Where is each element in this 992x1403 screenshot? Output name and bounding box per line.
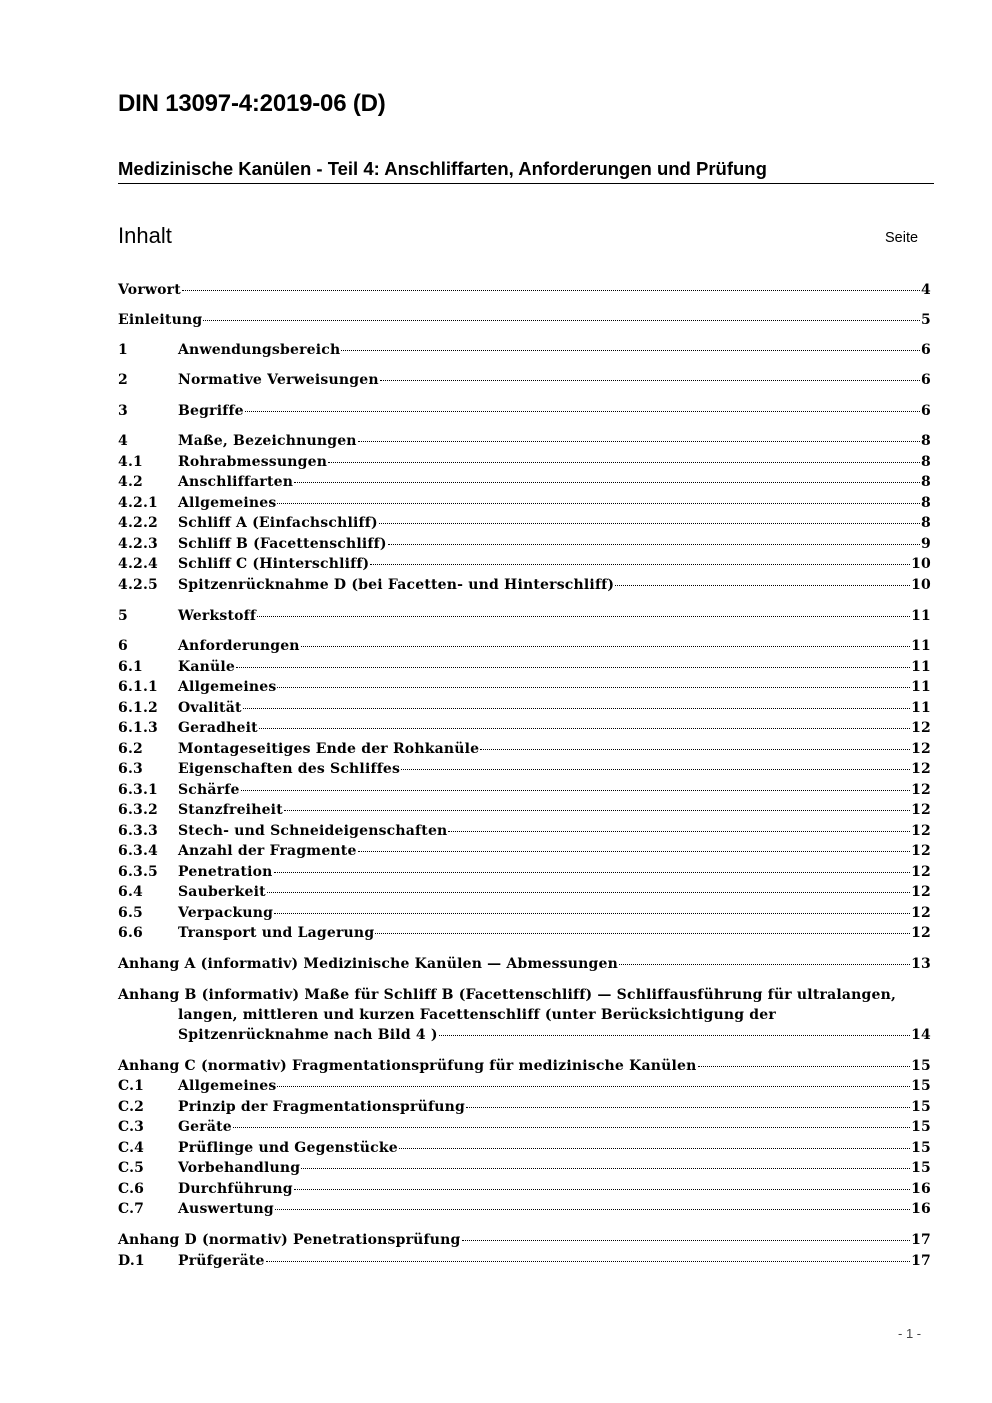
toc-entry-page: 11	[911, 700, 931, 716]
toc-entry[interactable]	[118, 903, 931, 923]
toc-entry-page: 8	[921, 495, 931, 511]
toc-entry-title: Anschliffarten	[178, 474, 294, 490]
toc-entry[interactable]	[118, 1097, 931, 1117]
page-number: - 1 -	[898, 1326, 922, 1341]
toc-entry-number: 4.2.4	[118, 556, 158, 572]
dot-leader	[380, 379, 920, 381]
dot-leader	[259, 727, 910, 729]
toc-entry-number: C.7	[118, 1201, 145, 1217]
dot-leader	[341, 349, 920, 351]
toc-entry-page: 17	[911, 1232, 931, 1248]
toc-entry-page: 6	[921, 342, 931, 358]
toc-entry-title: Anhang C (normativ) Fragmentationsprüfung für medizinische Kanülen	[118, 1058, 697, 1074]
toc-entry[interactable]	[118, 954, 931, 974]
toc-entry[interactable]	[118, 340, 931, 360]
dot-leader	[182, 289, 920, 291]
toc-entry-page: 8	[921, 515, 931, 531]
toc-entry-title: Allgemeines	[178, 1078, 277, 1094]
toc-entry-number: 6.3.1	[118, 782, 158, 798]
toc-entry-number: 6.6	[118, 925, 143, 941]
toc-entry-page: 15	[911, 1078, 931, 1094]
toc-entry-title: Maße, Bezeichnungen	[178, 433, 357, 449]
toc-entry-title: Ovalität	[178, 700, 242, 716]
toc-entry-page: 8	[921, 433, 931, 449]
toc-entry[interactable]	[118, 739, 931, 759]
toc-page-column-label: Seite	[885, 230, 919, 246]
dot-leader	[401, 768, 910, 770]
toc-entry-page: 12	[911, 720, 931, 736]
toc-entry-number: C.2	[118, 1099, 145, 1115]
toc-entry-page: 16	[911, 1181, 931, 1197]
dot-leader	[698, 1065, 911, 1067]
toc-entry-title: Prüfgeräte	[178, 1253, 265, 1269]
toc-entry-number: C.5	[118, 1160, 145, 1176]
toc-entry-number: 6.5	[118, 905, 143, 921]
toc-entry-title: Anforderungen	[178, 638, 300, 654]
toc-entry[interactable]	[118, 1056, 931, 1076]
toc-entry-title: Begriffe	[178, 403, 244, 419]
toc-entry-title: Schärfe	[178, 782, 240, 798]
toc-entry-number: 6.1.2	[118, 700, 158, 716]
toc-entry[interactable]	[118, 1179, 931, 1199]
toc-entry-number: 4.1	[118, 454, 143, 470]
toc-entry[interactable]	[118, 493, 931, 513]
toc-entry-page: 10	[911, 556, 931, 572]
toc-entry-number: C.6	[118, 1181, 145, 1197]
toc-entry[interactable]	[118, 534, 931, 554]
dot-leader	[266, 1260, 910, 1262]
toc-entry-title: Allgemeines	[178, 679, 277, 695]
toc-entry[interactable]	[118, 882, 931, 902]
toc-entry-title: Allgemeines	[178, 495, 277, 511]
toc-entry-title: Penetration	[178, 864, 273, 880]
toc-entry-page: 6	[921, 403, 931, 419]
toc-entry-title: Anhang D (normativ) Penetrationsprüfung	[118, 1232, 461, 1248]
dot-leader	[619, 963, 910, 965]
toc-entry-page: 9	[921, 536, 931, 552]
dot-leader	[301, 645, 910, 647]
toc-entry-page: 15	[911, 1160, 931, 1176]
toc-entry-number: 6.3.2	[118, 802, 158, 818]
toc-entry-page: 8	[921, 454, 931, 470]
toc-entry-number: 3	[118, 403, 128, 419]
toc-entry-page: 12	[911, 823, 931, 839]
dot-leader	[203, 319, 920, 321]
dot-leader	[448, 830, 910, 832]
dot-leader	[615, 584, 910, 586]
toc-entry-title: Durchführung	[178, 1181, 293, 1197]
toc-entry-title: Anwendungsbereich	[178, 342, 341, 358]
toc-entry-title: Anzahl der Fragmente	[178, 843, 357, 859]
toc-entry-title: Anhang A (informativ) Medizinische Kanülen — Abmessungen	[118, 956, 618, 972]
toc-entry-title: Eigenschaften des Schliffes	[178, 761, 401, 777]
toc-entry-number: 6.4	[118, 884, 143, 900]
toc-entry-title: Stanzfreiheit	[178, 802, 283, 818]
toc-entry-page: 12	[911, 905, 931, 921]
dot-leader	[233, 1126, 910, 1128]
toc-entry-page: 15	[911, 1119, 931, 1135]
toc-entry-page: 8	[921, 474, 931, 490]
toc-entry-title: Kanüle	[178, 659, 236, 675]
toc-entry-number: D.1	[118, 1253, 145, 1269]
toc-entry-title: Rohrabmessungen	[178, 454, 328, 470]
toc-entry[interactable]	[118, 923, 931, 943]
toc-entry-title: Transport und Lagerung	[178, 925, 375, 941]
toc-heading: Inhalt	[118, 223, 172, 248]
toc-entry-number: 4.2.3	[118, 536, 158, 552]
toc-entry-number: C.1	[118, 1078, 145, 1094]
toc-entry[interactable]	[118, 677, 931, 697]
dot-leader	[243, 707, 910, 709]
toc-entry[interactable]	[118, 401, 931, 421]
document-id: DIN 13097-4:2019-06 (D)	[118, 90, 386, 117]
toc-entry-title: Prinzip der Fragmentationsprüfung	[178, 1099, 465, 1115]
toc-entry-title: Auswertung	[178, 1201, 274, 1217]
toc-entry-title: Schliff A (Einfachschliff)	[178, 515, 378, 531]
toc-entry-title: Spitzenrücknahme D (bei Facetten- und Hinterschliff)	[178, 577, 615, 593]
dot-leader	[257, 615, 910, 617]
toc-entry-page: 13	[911, 956, 931, 972]
toc-entry[interactable]	[118, 718, 931, 738]
toc-entry-page: 15	[911, 1058, 931, 1074]
toc-entry-title: Geräte	[178, 1119, 232, 1135]
toc-entry-title: Schliff C (Hinterschliff)	[178, 556, 370, 572]
toc-entry-number: 6.3	[118, 761, 143, 777]
toc-entry-number: 5	[118, 608, 128, 624]
toc-entry[interactable]	[118, 310, 931, 330]
toc-entry[interactable]	[118, 862, 931, 882]
toc-entry[interactable]	[118, 841, 931, 861]
toc-entry[interactable]	[118, 698, 931, 718]
toc-entry-number: 4.2.1	[118, 495, 158, 511]
toc-entry-page: 12	[911, 802, 931, 818]
dot-leader	[294, 481, 920, 483]
toc-entry-title: Verpackung	[178, 905, 274, 921]
toc-entry[interactable]	[118, 1158, 931, 1178]
toc-entry-number: 4	[118, 433, 128, 449]
toc-entry-title: Einleitung	[118, 312, 203, 328]
dot-leader	[274, 912, 910, 914]
toc-entry[interactable]	[118, 1117, 931, 1137]
toc-entry[interactable]	[118, 1199, 931, 1219]
dot-leader	[358, 850, 911, 852]
toc-entry-title: Schliff B (Facettenschliff)	[178, 536, 387, 552]
toc-entry[interactable]	[118, 472, 931, 492]
toc-entry[interactable]	[118, 1138, 931, 1158]
toc-entry-number: 6.2	[118, 741, 143, 757]
toc-entry-last-line	[178, 1025, 931, 1045]
dot-leader	[480, 748, 910, 750]
toc-entry[interactable]	[118, 759, 931, 779]
dot-leader	[274, 871, 911, 873]
toc-entry-title: Prüflinge und Gegenstücke	[178, 1140, 398, 1156]
toc-entry-number: 6	[118, 638, 128, 654]
toc-entry-page: 16	[911, 1201, 931, 1217]
toc-entry-page: 11	[911, 608, 931, 624]
toc-entry-number: 4.2.5	[118, 577, 158, 593]
toc-entry-title: Montageseitiges Ende der Rohkanüle	[178, 741, 480, 757]
toc-entry-page: 15	[911, 1140, 931, 1156]
dot-leader	[358, 440, 920, 442]
toc-entry[interactable]	[118, 370, 931, 390]
toc-entry-title: Geradheit	[178, 720, 258, 736]
toc-entry-page: 12	[911, 843, 931, 859]
toc-entry-title-line: Spitzenrücknahme nach Bild 4 )	[178, 1027, 438, 1043]
dot-leader	[236, 666, 910, 668]
dot-leader	[284, 809, 910, 811]
toc-entry[interactable]	[118, 280, 931, 300]
dot-leader	[466, 1106, 910, 1108]
toc-entry-number: 6.1.1	[118, 679, 158, 695]
toc-entry-page: 12	[911, 884, 931, 900]
dot-leader	[277, 686, 910, 688]
toc-entry-number: 6.3.4	[118, 843, 158, 859]
toc-entry-page: 14	[911, 1027, 931, 1043]
toc-entry-number: 2	[118, 372, 128, 388]
toc-entry[interactable]	[118, 657, 931, 677]
toc-entry[interactable]	[118, 800, 931, 820]
toc-entry-page: 11	[911, 638, 931, 654]
dot-leader	[267, 891, 910, 893]
toc-entry-number: 6.3.5	[118, 864, 158, 880]
toc-entry-page: 12	[911, 864, 931, 880]
dot-leader	[241, 789, 911, 791]
toc-entry-page: 12	[911, 925, 931, 941]
dot-leader	[379, 522, 920, 524]
dot-leader	[277, 502, 920, 504]
toc-entry-number: 1	[118, 342, 128, 358]
toc-entry-number: 4.2	[118, 474, 143, 490]
toc-entry[interactable]	[118, 575, 931, 595]
toc-entry-number: C.3	[118, 1119, 145, 1135]
toc-entry[interactable]	[118, 821, 931, 841]
toc-entry-page: 12	[911, 741, 931, 757]
toc-entry-number: C.4	[118, 1140, 145, 1156]
dot-leader	[370, 563, 910, 565]
toc-entry[interactable]	[118, 606, 931, 626]
dot-leader	[388, 543, 920, 545]
dot-leader	[294, 1188, 910, 1190]
toc-entry-title: Normative Verweisungen	[178, 372, 379, 388]
dot-leader	[275, 1208, 910, 1210]
toc-entry-page: 15	[911, 1099, 931, 1115]
toc-entry[interactable]	[118, 431, 931, 451]
dot-leader	[462, 1239, 911, 1241]
dot-leader	[277, 1085, 910, 1087]
toc-entry-page: 11	[911, 659, 931, 675]
toc-entry-page: 5	[921, 312, 931, 328]
toc-entry-title-line: Anhang B (informativ) Maße für Schliff B (Facettenschliff) — Schliffausführung für ultralangen,	[118, 987, 897, 1003]
toc-entry-title-line: langen, mittleren und kurzen Facettenschliff (unter Berücksichtigung der	[178, 1007, 776, 1023]
toc-entry-number: 6.3.3	[118, 823, 158, 839]
toc-entry-page: 12	[911, 761, 931, 777]
toc-entry[interactable]	[118, 452, 931, 472]
toc-entry-page: 4	[921, 282, 931, 298]
dot-leader	[301, 1167, 910, 1169]
dot-leader	[375, 932, 910, 934]
document-title: Medizinische Kanülen - Teil 4: Anschliffarten, Anforderungen und Prüfung	[118, 158, 934, 184]
toc-entry-page: 12	[911, 782, 931, 798]
toc-entry[interactable]	[118, 513, 931, 533]
toc-entry-page: 11	[911, 679, 931, 695]
toc-entry-title: Vorwort	[118, 282, 181, 298]
toc-entry[interactable]	[118, 1251, 931, 1271]
toc-entry[interactable]	[118, 780, 931, 800]
toc-entry-page: 10	[911, 577, 931, 593]
dot-leader	[245, 410, 920, 412]
dot-leader	[439, 1034, 910, 1036]
toc-entry[interactable]	[118, 1230, 931, 1250]
dot-leader	[399, 1147, 910, 1149]
toc-entry[interactable]	[118, 554, 931, 574]
toc-entry-number: 6.1	[118, 659, 143, 675]
toc-entry[interactable]	[118, 1076, 931, 1096]
toc-entry-title: Sauberkeit	[178, 884, 266, 900]
toc-entry-title: Stech- und Schneideigenschaften	[178, 823, 448, 839]
toc-entry-title: Vorbehandlung	[178, 1160, 301, 1176]
toc-entry-page: 6	[921, 372, 931, 388]
dot-leader	[328, 461, 920, 463]
toc-entry-title: Werkstoff	[178, 608, 257, 624]
toc-entry[interactable]	[118, 636, 931, 656]
toc-entry-number: 4.2.2	[118, 515, 158, 531]
toc-entry-number: 6.1.3	[118, 720, 158, 736]
toc-entry-page: 17	[911, 1253, 931, 1269]
